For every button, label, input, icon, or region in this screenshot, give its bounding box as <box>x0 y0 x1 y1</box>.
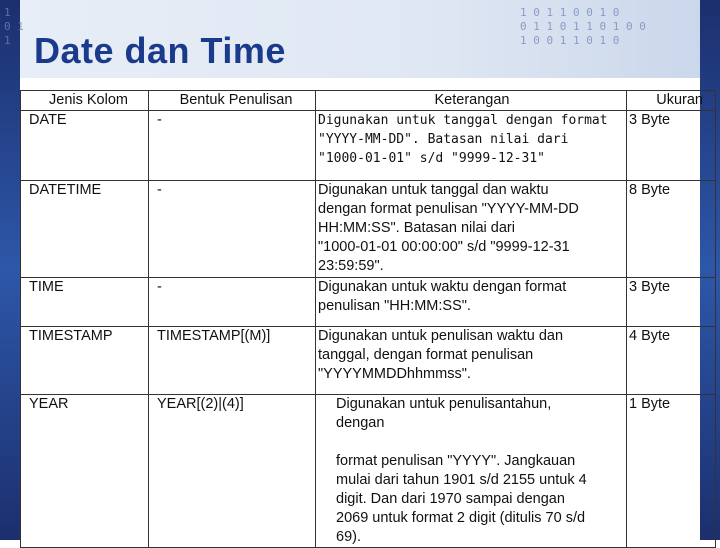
table-row <box>21 395 716 548</box>
cell-bentuk: - <box>157 182 162 198</box>
cell-bentuk: TIMESTAMP[(M)] <box>157 328 271 344</box>
cell-keterangan: Digunakan untuk tanggal dengan format "YYYY-MM-DD". Batasan nilai dari "1000-01-01" s/d "9999-12-31" <box>318 113 608 166</box>
binary-decoration-right: 1 0 1 1 0 0 1 0 0 1 1 0 1 1 0 1 0 0 1 0 0 1 1 0 1 0 <box>520 6 646 47</box>
cell-bentuk: - <box>157 279 162 295</box>
cell-jenis: TIME <box>29 279 64 295</box>
cell-keterangan: Digunakan untuk waktu dengan format penulisan "HH:MM:SS". <box>318 279 567 314</box>
left-frame <box>0 0 20 540</box>
table-header-row <box>21 91 716 111</box>
cell-ukuran: 8 Byte <box>629 182 671 198</box>
cell-keterangan: Digunakan untuk penulisantahun, dengan format penulisan "YYYY". Jangkauan mulai dari tahun 1901 s/d 2155 untuk 4 digit. Dan dari 1970 sampai dengan 2069 untuk format 2 digit (ditulis 70 s/d 69). <box>336 396 587 545</box>
cell-keterangan: Digunakan untuk tanggal dan waktu dengan format penulisan "YYYY-MM-DD HH:MM:SS". Batasan nilai dari "1000-01-01 00:00:00" s/d "9999-12-31 23:59:59". <box>318 182 579 274</box>
table-row <box>21 327 716 395</box>
cell-ukuran: 4 Byte <box>629 328 671 344</box>
cell-bentuk: - <box>157 112 162 128</box>
header-bentuk-penulisan: Bentuk Penulisan <box>149 91 316 111</box>
cell-jenis: DATE <box>29 112 67 128</box>
cell-ukuran: 3 Byte <box>629 279 671 295</box>
cell-jenis: DATETIME <box>29 182 102 198</box>
cell-jenis: YEAR <box>29 396 69 412</box>
header-jenis-kolom: Jenis Kolom <box>21 91 149 111</box>
datatype-table <box>20 90 716 548</box>
header-ukuran: Ukuran <box>627 91 716 111</box>
table-row <box>21 111 716 181</box>
table-row <box>21 278 716 327</box>
slide-title: Date dan Time <box>34 30 286 71</box>
cell-ukuran: 3 Byte <box>629 112 671 128</box>
header-keterangan: Keterangan <box>316 91 627 111</box>
cell-keterangan: Digunakan untuk penulisan waktu dan tanggal, dengan format penulisan "YYYYMMDDhhmmss". <box>318 328 564 382</box>
cell-bentuk: YEAR[(2)|(4)] <box>157 396 244 412</box>
binary-decoration-left: 1 0 1 1 <box>4 6 24 47</box>
cell-jenis: TIMESTAMP <box>29 328 113 344</box>
table-row <box>21 181 716 278</box>
cell-ukuran: 1 Byte <box>629 396 671 412</box>
